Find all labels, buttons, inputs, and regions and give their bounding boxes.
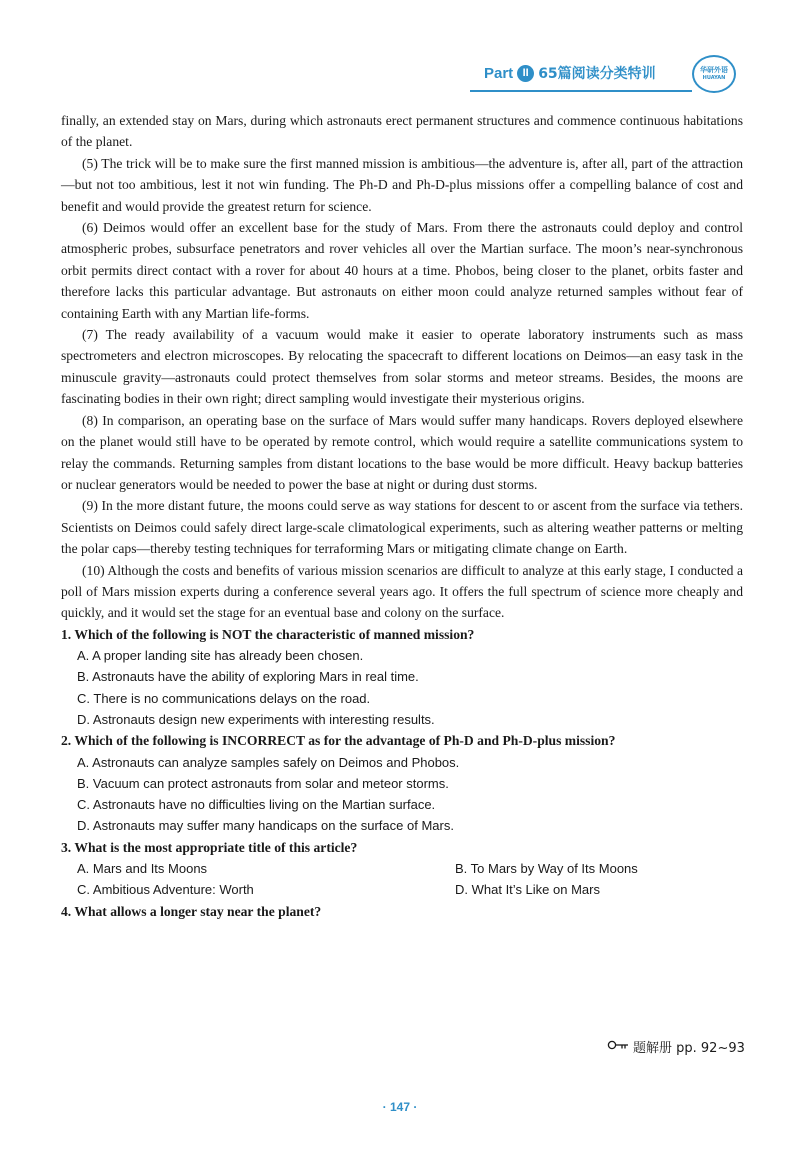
option-row <box>61 858 743 879</box>
paragraph: (6) Deimos would offer an excellent base for the study of Mars. From there the astronauts could deploy and control atmospheric probes, subsurface penetrators and rover vehicles all over the Martian surface. The moon’s near-synchronous orbit permits direct contact with a rover for about 40 hours at a time. Phobos, being closer to the planet, orbits faster and therefore lacks this particular advantage. But astronauts on either moon could analyze returned samples without fear of containing Earth with any Martian life-forms. <box>61 220 743 321</box>
paragraph: (5) The trick will be to make sure the first manned mission is ambitious—the adventure is, after all, part of the attraction—but not too ambitious, lest it not win funding. The Ph-D and Ph-D-plus missions offer a compelling balance of cost and benefit and would provide the greatest return for science. <box>61 155 743 214</box>
question-block <box>61 730 743 836</box>
question-stem: 4. What allows a longer stay near the planet? <box>61 903 322 919</box>
answer-reference-text: 题解册 pp. 92~93 <box>633 1041 745 1056</box>
part-number-badge: II <box>517 65 534 82</box>
page-header <box>484 58 656 88</box>
paragraph: (9) In the more distant future, the moons could serve as way stations for descent to or ascent from the surface via tethers. Scientists on Deimos could safely direct large-scale climatological experiments, such as altering weather patterns or melting the polar caps—thereby testing techniques for terraforming Mars or mitigating climate change on Earth. <box>61 498 743 557</box>
page-content <box>61 110 743 922</box>
paragraph: (10) Although the costs and benefits of various mission scenarios are difficult to analyze at this early stage, I conducted a poll of Mars mission experts during a conference several years ago. It offers the full spectrum of science more cheaply and quickly, and it would set the stage for an eventual base and colony on the surface. <box>61 562 743 621</box>
answer-option: D. Astronauts may suffer many handicaps on the surface of Mars. <box>77 818 454 834</box>
answer-option: D. Astronauts design new experiments with interesting results. <box>77 711 435 727</box>
question-block <box>61 624 743 730</box>
question-stem: 3. What is the most appropriate title of this article? <box>61 839 358 855</box>
question-stem: 1. Which of the following is NOT the characteristic of manned mission? <box>61 626 475 642</box>
answer-option: D. What It’s Like on Mars <box>455 882 600 898</box>
page-number: · 147 · <box>382 1100 418 1114</box>
question-block <box>61 837 743 901</box>
logo-text-top: 华研外语 <box>700 66 728 74</box>
logo-text-bottom: HUAYAN <box>702 75 726 81</box>
answer-option: A. Mars and Its Moons <box>77 861 208 877</box>
section-title: 65篇阅读分类特训 <box>538 66 656 82</box>
paragraph: (7) The ready availability of a vacuum would make it easier to operate laboratory instruments such as mass spectrometers and electron microscopes. By relocating the spacecraft to different locations on Deimos—an easy task in the minuscule gravity—astronauts could protect themselves from solar storms and meteor streams. Besides, the moons are fascinating bodies in their own right; direct sampling would investigate their mysterious origins. <box>61 327 743 407</box>
paragraph: (8) In comparison, an operating base on the surface of Mars would suffer many handicaps. Rovers deployed elsewhere on the planet would still have to be operated by remote control, which would require a satellite communications system to relay the commands. Returning samples from distant locations to the base would be more difficult. Heavy backup batteries or nuclear generators would be needed to power the base at night or during dust storms. <box>61 412 743 492</box>
answer-option: B. Vacuum can protect astronauts from solar and meteor storms. <box>77 775 449 791</box>
answer-option: A. Astronauts can analyze samples safely on Deimos and Phobos. <box>77 754 460 770</box>
answer-option: C. Astronauts have no difficulties living on the Martian surface. <box>77 797 436 813</box>
part-label: Part <box>484 64 514 82</box>
answer-reference <box>607 1037 745 1056</box>
option-row <box>61 879 743 900</box>
question-stem: 2. Which of the following is INCORRECT as for the advantage of Ph-D and Ph-D-plus mission? <box>61 733 616 749</box>
key-icon <box>607 1039 629 1054</box>
question-block <box>61 901 743 922</box>
publisher-logo <box>692 55 736 93</box>
answer-option: C. There is no communications delays on the road. <box>77 690 371 706</box>
answer-option: C. Ambitious Adventure: Worth <box>77 882 254 898</box>
header-rule <box>470 90 692 92</box>
answer-option: A. A proper landing site has already been chosen. <box>77 648 364 664</box>
answer-option: B. Astronauts have the ability of exploring Mars in real time. <box>77 669 419 685</box>
answer-option: B. To Mars by Way of Its Moons <box>455 861 638 877</box>
paragraph: finally, an extended stay on Mars, during which astronauts erect permanent structures and commence continuous habitations of the planet. <box>61 113 743 150</box>
